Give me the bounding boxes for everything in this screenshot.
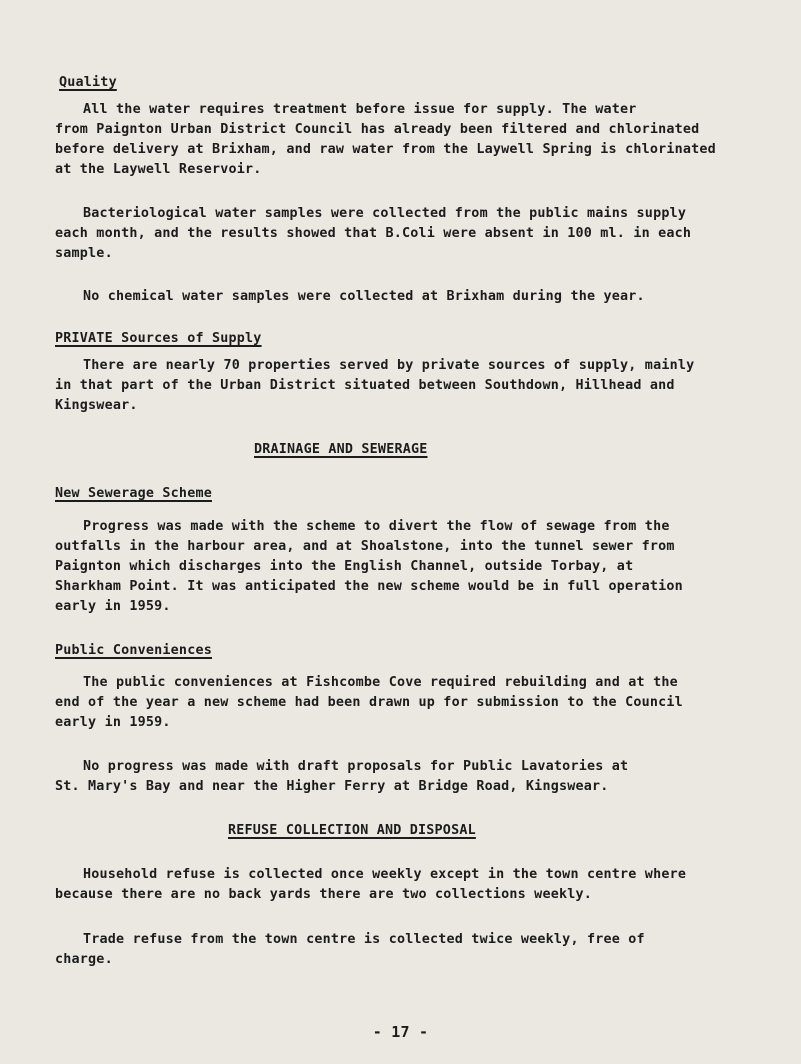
paragraph-line: early in 1959. — [55, 599, 171, 614]
section-heading-quality: Quality — [59, 75, 117, 90]
paragraph-line: Household refuse is collected once weekly except in the town centre where — [83, 867, 687, 882]
paragraph-line: at the Laywell Reservoir. — [55, 162, 262, 177]
paragraph-line: each month, and the results showed that B.Coli were absent in 100 ml. in each — [55, 226, 692, 241]
paragraph-line: before delivery at Brixham, and raw water from the Laywell Spring is chlorinated — [55, 142, 716, 157]
paragraph-line: No chemical water samples were collected at Brixham during the year. — [83, 289, 645, 304]
paragraph-line: outfalls in the harbour area, and at Shoalstone, into the tunnel sewer from — [55, 539, 675, 554]
paragraph-line: Sharkham Point. It was anticipated the new scheme would be in full operation — [55, 579, 683, 594]
paragraph-line: The public conveniences at Fishcombe Cove required rebuilding and at the — [83, 675, 678, 690]
section-heading-private-sources: PRIVATE Sources of Supply — [55, 331, 262, 346]
paragraph-line: Paignton which discharges into the English Channel, outside Torbay, at — [55, 559, 634, 574]
section-heading-drainage: DRAINAGE AND SEWERAGE — [254, 442, 428, 457]
paragraph-line: in that part of the Urban District situated between Southdown, Hillhead and — [55, 378, 675, 393]
paragraph-line: St. Mary's Bay and near the Higher Ferry at Bridge Road, Kingswear. — [55, 779, 609, 794]
paragraph-line: There are nearly 70 properties served by private sources of supply, mainly — [83, 358, 695, 373]
paragraph-line: from Paignton Urban District Council has already been filtered and chlorinated — [55, 122, 700, 137]
section-heading-sewerage-scheme: New Sewerage Scheme — [55, 486, 212, 501]
paragraph-line: Kingswear. — [55, 398, 138, 413]
section-heading-public-conveniences: Public Conveniences — [55, 643, 212, 658]
paragraph-line: end of the year a new scheme had been drawn up for submission to the Council — [55, 695, 683, 710]
paragraph-line: Progress was made with the scheme to divert the flow of sewage from the — [83, 519, 670, 534]
paragraph-line: Trade refuse from the town centre is collected twice weekly, free of — [83, 932, 645, 947]
paragraph-line: All the water requires treatment before issue for supply. The water — [83, 102, 637, 117]
paragraph-line: No progress was made with draft proposals for Public Lavatories at — [83, 759, 629, 774]
paragraph-line: charge. — [55, 952, 113, 967]
paragraph-line: sample. — [55, 246, 113, 261]
paragraph-line: early in 1959. — [55, 715, 171, 730]
paragraph-line: because there are no back yards there are two collections weekly. — [55, 887, 593, 902]
section-heading-refuse: REFUSE COLLECTION AND DISPOSAL — [228, 823, 476, 838]
paragraph-line: Bacteriological water samples were collected from the public mains supply — [83, 206, 687, 221]
page-number: - 17 - — [372, 1023, 429, 1041]
